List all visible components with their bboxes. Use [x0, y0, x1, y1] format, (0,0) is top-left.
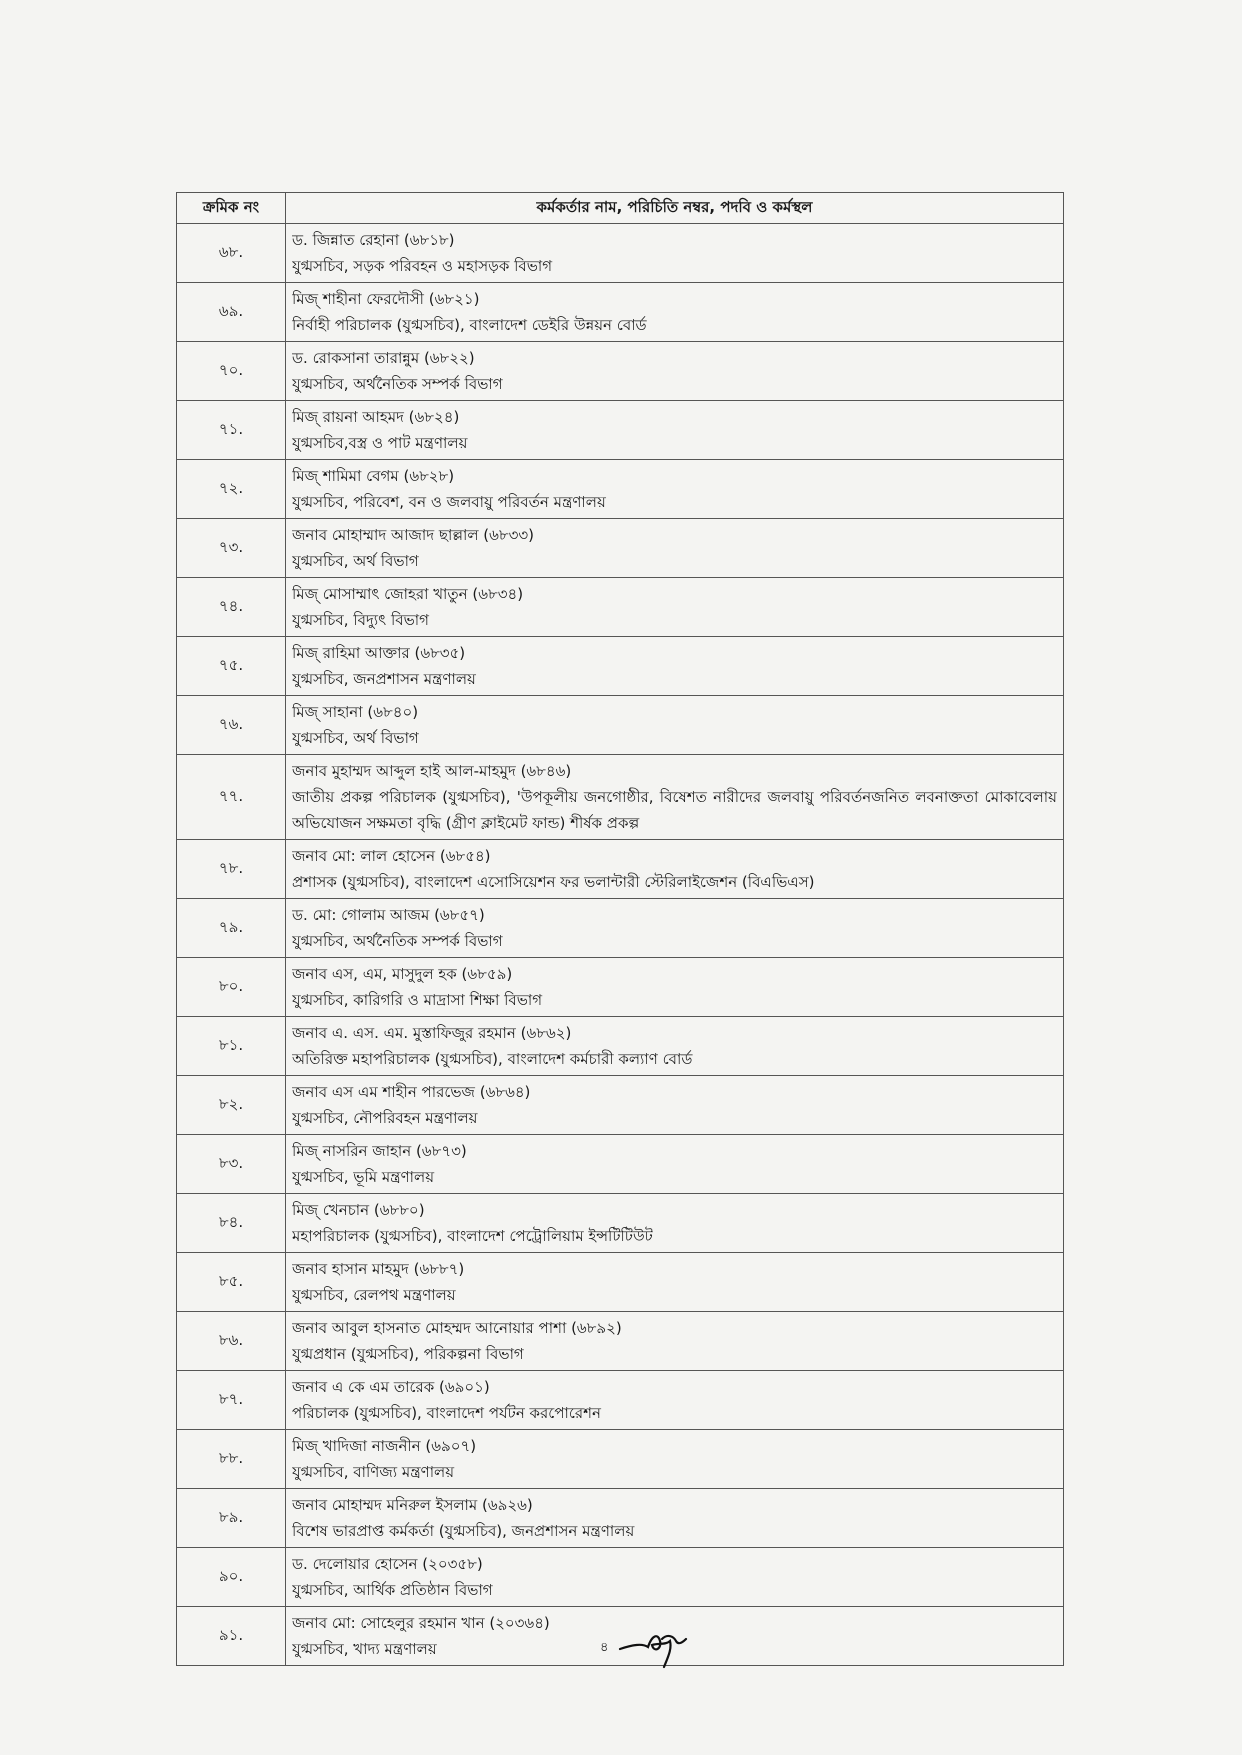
row-serial: ৭৭.	[177, 755, 286, 840]
table-row	[177, 1194, 1064, 1253]
row-serial: ৮০.	[177, 958, 286, 1017]
row-details	[286, 1489, 1064, 1548]
row-details	[286, 899, 1064, 958]
row-details	[286, 1017, 1064, 1076]
officer-name: জনাব মোহাম্মাদ আজাদ ছাল্লাল (৬৮৩৩)	[292, 525, 534, 544]
officer-name: ড. রোকসানা তারান্নুম (৬৮২২)	[292, 348, 475, 367]
officer-designation: যুগ্মসচিব, রেলপথ মন্ত্রণালয়	[292, 1285, 456, 1304]
officer-designation: যুগ্মসচিব, আর্থিক প্রতিষ্ঠান বিভাগ	[292, 1580, 493, 1599]
officer-name: জনাব এ কে এম তারেক (৬৯০১)	[292, 1377, 490, 1396]
row-serial: ৮৪.	[177, 1194, 286, 1253]
table-row	[177, 1489, 1064, 1548]
row-serial: ৭৪.	[177, 578, 286, 637]
officer-designation: যুগ্মপ্রধান (যুগ্মসচিব), পরিকল্পনা বিভাগ	[292, 1344, 524, 1363]
officer-designation: যুগ্মসচিব, অর্থ বিভাগ	[292, 728, 419, 747]
row-details	[286, 342, 1064, 401]
table-row	[177, 460, 1064, 519]
officer-designation: যুগ্মসচিব, অর্থনৈতিক সম্পর্ক বিভাগ	[292, 374, 503, 393]
officer-designation: যুগ্মসচিব, নৌপরিবহন মন্ত্রণালয়	[292, 1108, 478, 1127]
table-row	[177, 342, 1064, 401]
table-row	[177, 519, 1064, 578]
officer-designation: যুগ্মসচিব, বিদ্যুৎ বিভাগ	[292, 610, 429, 629]
row-details	[286, 1430, 1064, 1489]
page-footer	[600, 1627, 688, 1669]
officer-name: জনাব এস, এম, মাসুদুল হক (৬৮৫৯)	[292, 964, 513, 983]
officer-designation: বিশেষ ভারপ্রাপ্ত কর্মকর্তা (যুগ্মসচিব), জনপ্রশাসন মন্ত্রণালয়	[292, 1521, 635, 1540]
row-details	[286, 1194, 1064, 1253]
row-serial: ৭০.	[177, 342, 286, 401]
officer-name: মিজ্ রাহিমা আক্তার (৬৮৩৫)	[292, 643, 466, 662]
officer-name: মিজ্ সাহানা (৬৮৪০)	[292, 702, 419, 721]
officer-designation: যুগ্মসচিব, খাদ্য মন্ত্রণালয়	[292, 1639, 437, 1658]
table-row	[177, 1430, 1064, 1489]
row-details	[286, 578, 1064, 637]
row-serial: ৮১.	[177, 1017, 286, 1076]
row-serial: ৭৫.	[177, 637, 286, 696]
officer-designation: যুগ্মসচিব, অর্থনৈতিক সম্পর্ক বিভাগ	[292, 931, 503, 950]
table-body	[177, 224, 1064, 1666]
header-details: কর্মকর্তার নাম, পরিচিতি নম্বর, পদবি ও কর্মস্থল	[286, 193, 1064, 224]
row-details	[286, 1076, 1064, 1135]
officer-designation: যুগ্মসচিব, জনপ্রশাসন মন্ত্রণালয়	[292, 669, 476, 688]
row-details	[286, 519, 1064, 578]
table-row	[177, 840, 1064, 899]
row-serial: ৮৫.	[177, 1253, 286, 1312]
row-serial: ৮৯.	[177, 1489, 286, 1548]
officer-name: জনাব এ. এস. এম. মুস্তাফিজুর রহমান (৬৮৬২)	[292, 1023, 572, 1042]
row-details	[286, 401, 1064, 460]
row-details	[286, 840, 1064, 899]
row-details	[286, 1253, 1064, 1312]
row-details	[286, 958, 1064, 1017]
officer-name: জনাব আবুল হাসনাত মোহম্মদ আনোয়ার পাশা (৬৮৯২)	[292, 1318, 622, 1337]
table-row	[177, 1076, 1064, 1135]
table-row	[177, 1371, 1064, 1430]
row-serial: ৯১.	[177, 1607, 286, 1666]
row-serial: ৭৮.	[177, 840, 286, 899]
row-serial: ৭৩.	[177, 519, 286, 578]
officer-designation: অতিরিক্ত মহাপরিচালক (যুগ্মসচিব), বাংলাদেশ কর্মচারী কল্যাণ বোর্ড	[292, 1049, 693, 1068]
officer-name: জনাব মোহাম্মদ মনিরুল ইসলাম (৬৯২৬)	[292, 1495, 533, 1514]
row-serial: ৬৯.	[177, 283, 286, 342]
officer-designation: যুগ্মসচিব, কারিগরি ও মাদ্রাসা শিক্ষা বিভাগ	[292, 990, 543, 1009]
officer-designation: যুগ্মসচিব, সড়ক পরিবহন ও মহাসড়ক বিভাগ	[292, 256, 553, 275]
row-details	[286, 283, 1064, 342]
officer-designation: যুগ্মসচিব, বাণিজ্য মন্ত্রণালয়	[292, 1462, 455, 1481]
row-serial: ৮৬.	[177, 1312, 286, 1371]
officer-name: ড. জিন্নাত রেহানা (৬৮১৮)	[292, 230, 455, 249]
row-details	[286, 460, 1064, 519]
officer-name: মিজ্ নাসরিন জাহান (৬৮৭৩)	[292, 1141, 467, 1160]
officer-name: মিজ্ মোসাম্মাৎ জোহরা খাতুন (৬৮৩৪)	[292, 584, 524, 603]
officer-name: ড. মো: গোলাম আজম (৬৮৫৭)	[292, 905, 485, 924]
table-row	[177, 224, 1064, 283]
table-row	[177, 401, 1064, 460]
table-row	[177, 1548, 1064, 1607]
table-row	[177, 958, 1064, 1017]
table-row	[177, 1135, 1064, 1194]
table-row	[177, 1312, 1064, 1371]
row-serial: ৬৮.	[177, 224, 286, 283]
row-details	[286, 1548, 1064, 1607]
table-row	[177, 696, 1064, 755]
row-serial: ৭২.	[177, 460, 286, 519]
row-details	[286, 1371, 1064, 1430]
officer-list-table	[176, 192, 1064, 1666]
officer-name: মিজ্ শাহীনা ফেরদৌসী (৬৮২১)	[292, 289, 480, 308]
officer-designation: যুগ্মসচিব, ভূমি মন্ত্রণালয়	[292, 1167, 435, 1186]
row-serial: ৮৩.	[177, 1135, 286, 1194]
row-details	[286, 755, 1064, 840]
row-details	[286, 1135, 1064, 1194]
table-row	[177, 637, 1064, 696]
officer-designation: নির্বাহী পরিচালক (যুগ্মসচিব), বাংলাদেশ ডেইরি উন্নয়ন বোর্ড	[292, 315, 647, 334]
table-row	[177, 283, 1064, 342]
signature-icon	[618, 1627, 688, 1669]
row-serial: ৮২.	[177, 1076, 286, 1135]
officer-designation: যুগ্মসচিব,বস্ত্র ও পাট মন্ত্রণালয়	[292, 433, 468, 452]
officer-name: জনাব মো: সোহেলুর রহমান খান (২০৩৬৪)	[292, 1613, 550, 1632]
row-serial: ৮৮.	[177, 1430, 286, 1489]
officer-name: মিজ্ খেনচান (৬৮৮০)	[292, 1200, 425, 1219]
officer-name: মিজ্ রায়না আহমদ (৬৮২৪)	[292, 407, 460, 426]
officer-designation: জাতীয় প্রকল্প পরিচালক (যুগ্মসচিব), 'উপকূলীয় জনগোষ্ঠীর, বিষেশত নারীদের জলবায়ু পরিবর্তনজনিত লবনাক্ততা মোকাবেলায় অভিযোজন সক্ষমতা বৃদ্ধি (গ্রীণ ক্লাইমেট ফান্ড) শীর্ষক প্রকল্প	[292, 787, 1057, 832]
officer-designation: মহাপরিচালক (যুগ্মসচিব), বাংলাদেশ পেট্রোলিয়াম ইন্সটিটিউট	[292, 1226, 653, 1245]
table-row	[177, 755, 1064, 840]
row-details	[286, 224, 1064, 283]
table-header-row	[177, 193, 1064, 224]
page-number: ৪	[600, 1639, 609, 1655]
row-serial: ৭৯.	[177, 899, 286, 958]
officer-designation: যুগ্মসচিব, পরিবেশ, বন ও জলবায়ু পরিবর্তন মন্ত্রণালয়	[292, 492, 606, 511]
officer-name: জনাব হাসান মাহমুদ (৬৮৮৭)	[292, 1259, 465, 1278]
table-row	[177, 1253, 1064, 1312]
officer-designation: যুগ্মসচিব, অর্থ বিভাগ	[292, 551, 419, 570]
officer-designation: প্রশাসক (যুগ্মসচিব), বাংলাদেশ এসোসিয়েশন ফর ভলান্টারী স্টেরিলাইজেশন (বিএভিএস)	[292, 872, 815, 891]
officer-name: জনাব এস এম শাহীন পারভেজ (৬৮৬৪)	[292, 1082, 531, 1101]
row-details	[286, 637, 1064, 696]
officer-name: মিজ্ খাদিজা নাজনীন (৬৯০৭)	[292, 1436, 477, 1455]
table-row	[177, 578, 1064, 637]
row-details	[286, 1312, 1064, 1371]
row-serial: ৭৬.	[177, 696, 286, 755]
row-details	[286, 696, 1064, 755]
officer-name: জনাব মুহাম্মদ আব্দুল হাই আল-মাহমুদ (৬৮৪৬)	[292, 761, 572, 780]
table-row	[177, 899, 1064, 958]
table-row	[177, 1017, 1064, 1076]
officer-name: জনাব মো: লাল হোসেন (৬৮৫৪)	[292, 846, 491, 865]
officer-name: ড. দেলোয়ার হোসেন (২০৩৫৮)	[292, 1554, 483, 1573]
row-serial: ৮৭.	[177, 1371, 286, 1430]
row-serial: ৭১.	[177, 401, 286, 460]
row-serial: ৯০.	[177, 1548, 286, 1607]
officer-designation: পরিচালক (যুগ্মসচিব), বাংলাদেশ পর্যটন করপোরেশন	[292, 1403, 601, 1422]
header-serial: ক্রমিক নং	[177, 193, 286, 224]
officer-name: মিজ্ শামিমা বেগম (৬৮২৮)	[292, 466, 455, 485]
